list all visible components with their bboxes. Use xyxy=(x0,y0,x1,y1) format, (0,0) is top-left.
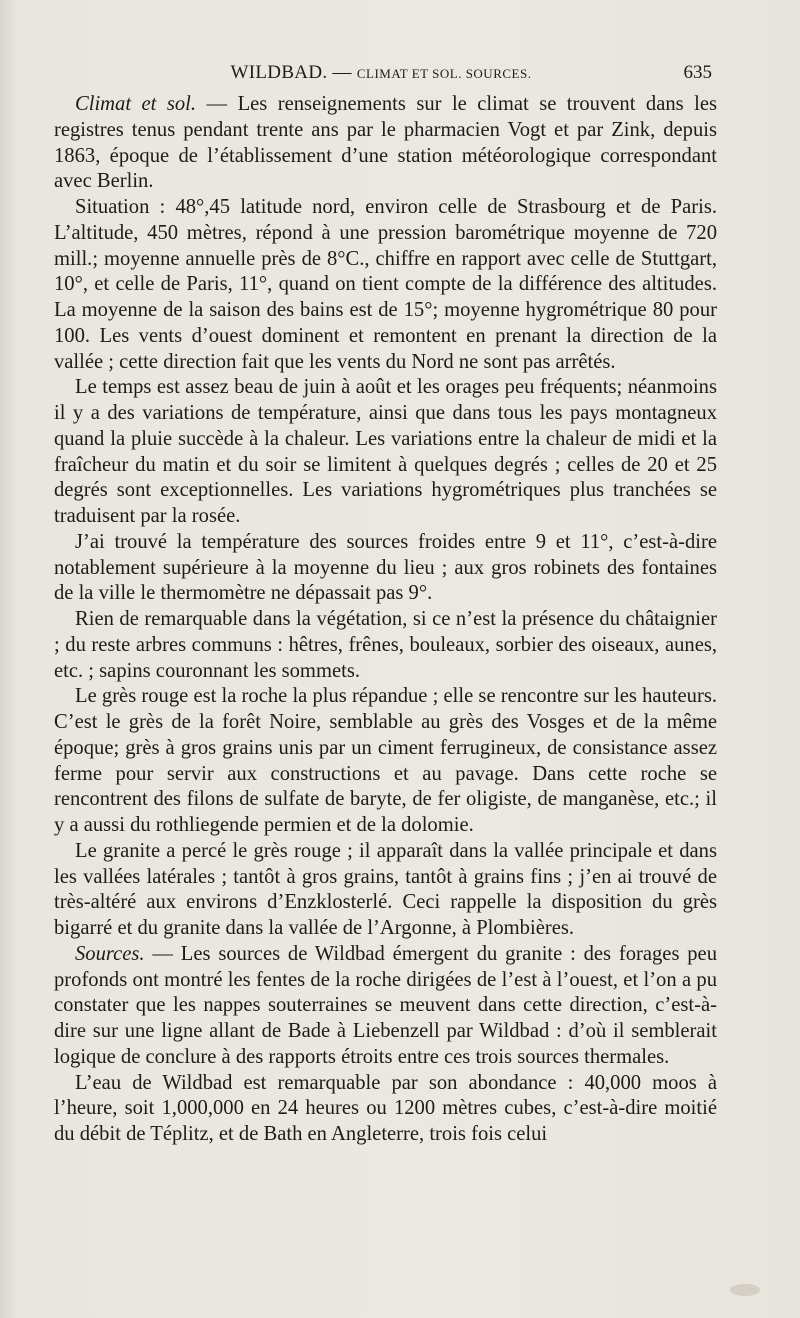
paragraph-lead: Sources. xyxy=(75,942,145,965)
running-header xyxy=(52,60,710,90)
paragraph-text: — Les sources de Wildbad émergent du granite : des forages peu profonds ont montré les fentes de la roche dirigées de l’est à l’ouest, et l’on a pu constater que les nappes souterraines se meuvent dans cette direction, c’est-à-dire sur une ligne allant de Bade à Liebenzell par Wildbad : d’où il semblerait logique de conclure à des rapports étroits entre ces trois sources thermales. xyxy=(54,942,717,1068)
paragraph-situation xyxy=(54,195,717,375)
paragraph-eau xyxy=(54,1071,717,1148)
page-number: 635 xyxy=(683,62,712,83)
body-text xyxy=(54,92,717,1148)
paragraph-text: Situation : 48°,45 latitude nord, environ celle de Strasbourg et de Paris. L’altitude, 450 mètres, répond à une pression barométrique moyenne de 720 mill.; moyenne annuelle près de 8°C., chiffre en rapport avec celle de Stuttgart, 10°, et celle de Paris, 11°, quand on tient compte de la différence des altitudes. La moyenne de la saison des bains est de 15°; moyenne hygrométrique 80 pour 100. Les vents d’ouest dominent et remontent en prenant la direction de la vallée ; cette direction fait que les vents du Nord ne sont pas arrêtés. xyxy=(54,196,717,373)
paragraph-vegetation xyxy=(54,607,717,684)
paragraph-text: — Les renseignements sur le climat se trouvent dans les registres tenus pendant trente ans par le pharmacien Vogt et par Zink, depuis 1863, époque de l’établissement d’une station météorologique correspondant avec Berlin. xyxy=(54,93,717,193)
paper-stain xyxy=(730,1284,760,1296)
paragraph-granite xyxy=(54,839,717,942)
running-title-main: WILDBAD. xyxy=(230,62,328,83)
paragraph-gres-rouge xyxy=(54,684,717,839)
paragraph-text: Rien de remarquable dans la végétation, si ce n’est la présence du châtaignier ; du reste arbres communs : hêtres, frênes, bouleaux, sorbier des oiseaux, aunes, etc. ; sapins couronnant les sommets. xyxy=(54,608,717,682)
paragraph-temperature-sources xyxy=(54,530,717,607)
running-title-section: CLIMAT ET SOL. SOURCES. xyxy=(356,66,532,81)
paragraph-text: Le granite a percé le grès rouge ; il apparaît dans la vallée principale et dans les vallées latérales ; tantôt à gros grains, tantôt à grains fins ; j’en ai trouvé de très-altéré aux environs d’Enzklosterlé. Ceci rappelle la disposition du grès bigarré et du granite dans la vallée de l’Argonne, à Plombières. xyxy=(54,839,717,939)
running-title xyxy=(52,62,710,84)
paragraph-text: L’eau de Wildbad est remarquable par son abondance : 40,000 moos à l’heure, soit 1,000,000 en 24 heures ou 1200 mètres cubes, c’est-à-dire moitié du débit de Téplitz, et de Bath en Angleterre, trois fois celui xyxy=(54,1071,717,1145)
paragraph-text: J’ai trouvé la température des sources froides entre 9 et 11°, c’est-à-dire notablement supérieure à la moyenne du lieu ; aux gros robinets des fontaines de la ville le thermomètre ne dépassait pas 9°. xyxy=(54,530,717,605)
paragraph-lead: Climat et sol. xyxy=(75,93,197,115)
paragraph-temps xyxy=(54,375,717,530)
paragraph-text: Le grès rouge est la roche la plus répandue ; elle se rencontre sur les hauteurs. C’est le grès de la forêt Noire, semblable au grès des Vosges et de la même époque; grès à gros grains unis par un ciment ferrugineux, de consistance assez ferme pour servir aux constructions et au pavage. Dans cette roche se rencontrent des filons de sulfate de baryte, de fer oligiste, de manganèse, etc.; il y a aussi du rothliegende permien et de la dolomie. xyxy=(54,685,717,836)
paragraph-climat xyxy=(54,92,717,195)
running-title-separator: — xyxy=(332,62,352,83)
paragraph-text: Le temps est assez beau de juin à août et les orages peu fréquents; néanmoins il y a des variations de température, ainsi que dans tous les pays montagneux quand la pluie succède à la chaleur. Les variations entre la chaleur de midi et la fraîcheur du matin et du soir se limitent à quelques degrés ; celles de 20 et 25 degrés sont exceptionnelles. Les variations hygrométriques plus tranchées se traduisent par la rosée. xyxy=(54,376,717,527)
paragraph-sources xyxy=(54,942,717,1071)
